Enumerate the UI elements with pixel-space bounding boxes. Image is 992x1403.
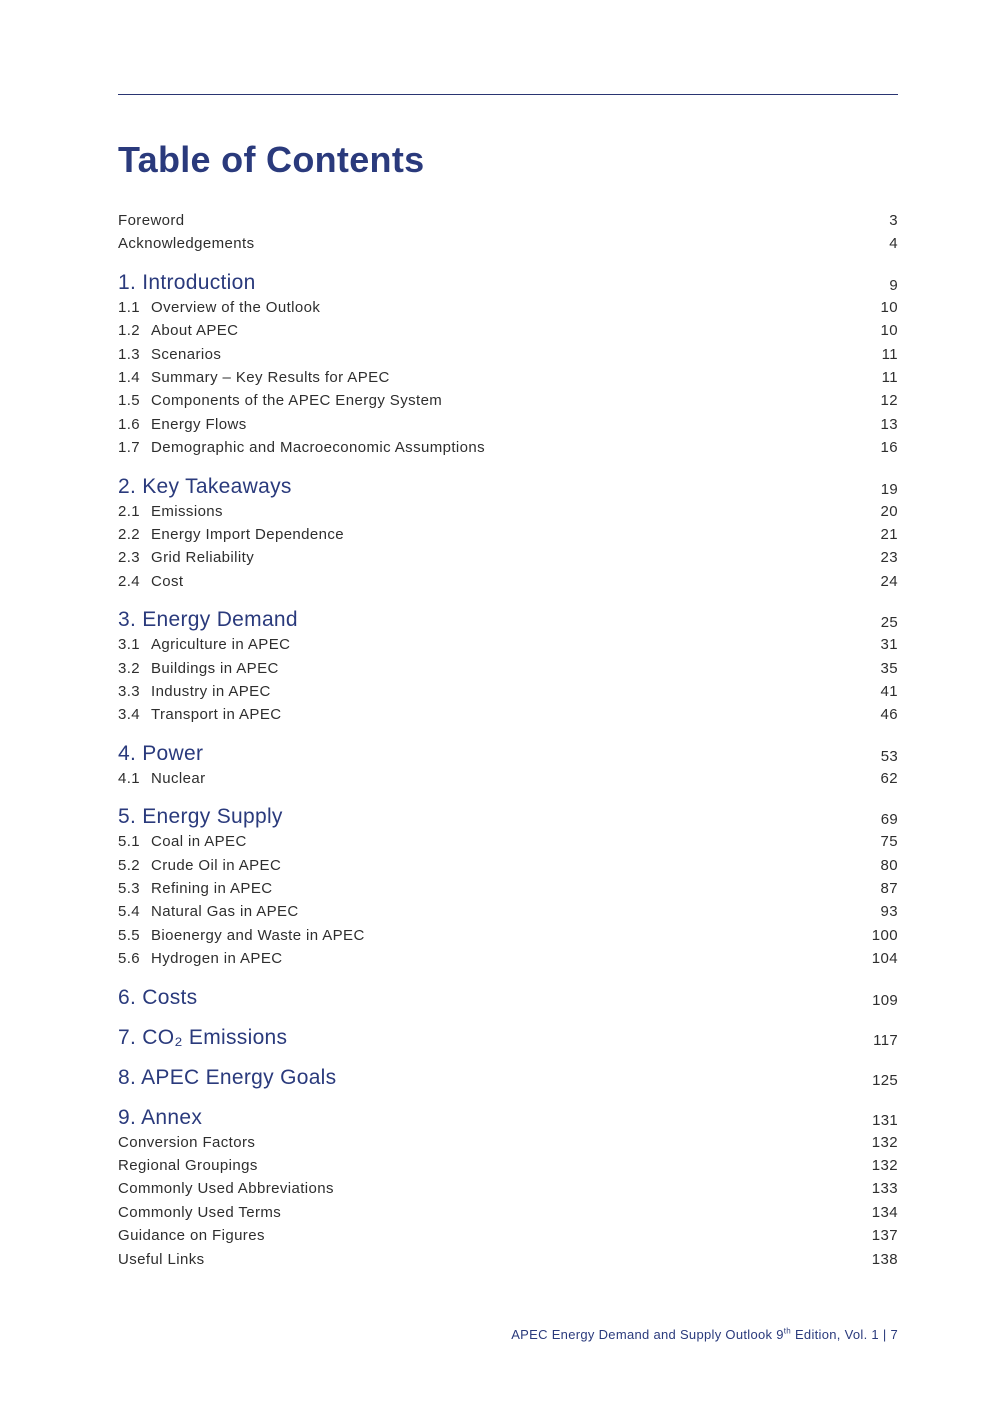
toc-entry[interactable]: [118, 879, 898, 899]
toc-entry-label-group: [118, 705, 281, 725]
toc-entry[interactable]: [118, 415, 898, 435]
toc-entry-label-group: [118, 926, 365, 946]
toc-entry-label-group: [118, 345, 221, 365]
entry-label: 5. Energy Supply: [118, 805, 283, 829]
page-number: 10: [880, 298, 898, 316]
toc-entry-label-group: [118, 572, 183, 592]
chapter-heading[interactable]: [118, 474, 898, 500]
section-number: 3.3: [118, 683, 141, 700]
entry-label: Conversion Factors: [118, 1133, 256, 1151]
entry-label: Demographic and Macroeconomic Assumptions: [151, 439, 486, 457]
entry-label: About APEC: [151, 322, 239, 340]
page-number: 117: [873, 1031, 898, 1049]
page-number: 93: [880, 903, 898, 921]
section-number: 1.1: [118, 298, 141, 316]
entry-label: Regional Groupings: [118, 1157, 258, 1174]
section-number: 5.1: [118, 833, 141, 851]
toc-entry[interactable]: [118, 1250, 898, 1270]
toc-entry[interactable]: [118, 572, 898, 592]
toc-entry[interactable]: [118, 1203, 898, 1223]
section-number: 4.1: [118, 769, 141, 787]
toc-entry[interactable]: [118, 525, 898, 545]
toc-entry-label-group: [118, 769, 206, 789]
chapter-heading-label-group: [118, 985, 197, 1011]
chapter-heading-label-group: [118, 474, 292, 500]
entry-label: Bioenergy and Waste in APEC: [151, 926, 365, 944]
page-number: 132: [871, 1157, 898, 1174]
entry-label: Guidance on Figures: [118, 1227, 265, 1245]
entry-label: Energy Flows: [151, 415, 247, 433]
toc-entry-label-group: [118, 211, 185, 231]
page-number: 75: [880, 833, 898, 851]
entry-label: 7. CO₂ Emissions: [118, 1025, 288, 1049]
section-number: 5.5: [118, 926, 141, 944]
toc-entry[interactable]: [118, 548, 898, 568]
chapter-heading[interactable]: [118, 1065, 898, 1091]
page-number: 9: [889, 276, 898, 294]
section-number: 1.2: [118, 322, 141, 340]
toc-entry[interactable]: [118, 298, 898, 318]
chapter-heading-label-group: [118, 804, 283, 830]
toc-entry-label-group: [118, 902, 299, 922]
toc-entry-label-group: [118, 856, 281, 876]
section-number: 2.3: [118, 549, 141, 567]
page-number: 100: [871, 926, 898, 944]
page-number: 132: [871, 1133, 898, 1151]
toc-entry-label-group: [118, 321, 238, 341]
entry-label: Hydrogen in APEC: [151, 950, 283, 968]
section-number: 5.2: [118, 856, 141, 874]
section-number: 1.7: [118, 439, 141, 457]
page-number: 3: [889, 212, 898, 229]
section-number: 1.5: [118, 392, 141, 410]
chapter-heading-label-group: [118, 270, 256, 296]
toc-entry-label-group: [118, 1133, 255, 1153]
entry-label: Commonly Used Terms: [118, 1203, 282, 1221]
entry-label: Components of the APEC Energy System: [151, 392, 443, 410]
toc-entry-label-group: [118, 234, 254, 254]
page-number: 16: [880, 439, 898, 457]
toc-entry-label-group: [118, 1203, 281, 1223]
page-number: 31: [880, 636, 898, 654]
entry-label: Refining in APEC: [151, 880, 273, 897]
entry-label: Crude Oil in APEC: [151, 856, 282, 874]
page-number: 21: [880, 526, 898, 543]
page-number: 104: [871, 950, 898, 968]
page-number: 24: [880, 572, 898, 590]
section-number: 3.1: [118, 636, 141, 654]
chapter-heading[interactable]: [118, 985, 898, 1011]
chapter-heading-label-group: [118, 1025, 287, 1051]
page-footer: [511, 1327, 898, 1342]
toc-entry[interactable]: [118, 438, 898, 458]
entry-label: Commonly Used Abbreviations: [118, 1180, 334, 1198]
toc-entry[interactable]: [118, 1156, 898, 1176]
entry-label: Acknowledgements: [118, 235, 255, 253]
toc-entry[interactable]: [118, 321, 898, 341]
entry-label: 9. Annex: [118, 1105, 203, 1129]
entry-label: Agriculture in APEC: [151, 636, 291, 654]
page-number: 35: [880, 659, 898, 677]
toc-entry[interactable]: [118, 769, 898, 789]
page-number: 134: [871, 1203, 898, 1221]
entry-label: 4. Power: [118, 741, 204, 765]
chapter-heading-label-group: [118, 1065, 336, 1091]
entry-label: 1. Introduction: [118, 270, 256, 294]
entry-label: Overview of the Outlook: [151, 298, 321, 316]
entry-label: 6. Costs: [118, 985, 198, 1009]
toc-entry-label-group: [118, 949, 282, 969]
chapter-heading-label-group: [118, 1105, 202, 1131]
chapter-heading[interactable]: [118, 804, 898, 830]
toc-entry[interactable]: [118, 705, 898, 725]
toc-entry-label-group: [118, 1156, 258, 1176]
page-number: 11: [881, 345, 898, 363]
toc-entry-label-group: [118, 1250, 205, 1270]
entry-label: Scenarios: [151, 345, 222, 363]
entry-label: Transport in APEC: [151, 706, 282, 724]
entry-label: Coal in APEC: [151, 833, 247, 851]
footer-suffix: Edition, Vol. 1 | 7: [791, 1327, 898, 1342]
section-number: 2.1: [118, 502, 141, 520]
chapter-heading[interactable]: [118, 1025, 898, 1051]
page-number: 62: [880, 769, 898, 787]
toc-entry[interactable]: [118, 902, 898, 922]
entry-label: Grid Reliability: [151, 549, 255, 567]
toc-entry[interactable]: [118, 1226, 898, 1246]
chapter-heading-label-group: [118, 607, 298, 633]
toc-entry[interactable]: [118, 211, 898, 231]
toc-entry[interactable]: [118, 682, 898, 702]
entry-label: Summary – Key Results for APEC: [151, 369, 390, 386]
page-number: 46: [880, 706, 898, 724]
toc-entry[interactable]: [118, 926, 898, 946]
page-number: 131: [872, 1111, 898, 1129]
entry-label: Natural Gas in APEC: [151, 903, 299, 921]
page-number: 23: [880, 549, 898, 567]
page-number: 125: [872, 1071, 898, 1089]
entry-label: Emissions: [151, 502, 223, 520]
section-number: 2.2: [118, 526, 141, 543]
page-number: 138: [871, 1250, 898, 1268]
section-number: 5.4: [118, 903, 141, 921]
toc-entry[interactable]: [118, 502, 898, 522]
footer-superscript: th: [783, 1326, 792, 1336]
toc-entry-label-group: [118, 368, 390, 388]
section-number: 5.3: [118, 880, 141, 897]
entry-label: Useful Links: [118, 1250, 205, 1268]
entry-label: Energy Import Dependence: [151, 526, 345, 543]
entry-label: Buildings in APEC: [151, 659, 279, 677]
chapter-heading-label-group: [118, 741, 203, 767]
toc-entry-label-group: [118, 415, 247, 435]
toc-entry-label-group: [118, 298, 320, 318]
section-number: 1.6: [118, 415, 141, 433]
section-number: 1.4: [118, 369, 141, 386]
entry-label: Foreword: [118, 212, 185, 229]
entry-label: 8. APEC Energy Goals: [118, 1065, 337, 1089]
entry-label: 3. Energy Demand: [118, 608, 298, 632]
toc-entry[interactable]: [118, 659, 898, 679]
toc-entry[interactable]: [118, 368, 898, 388]
page-number: 133: [871, 1180, 898, 1198]
page-number: 25: [880, 614, 898, 632]
page-number: 20: [880, 502, 898, 520]
header-rule: [118, 94, 898, 95]
toc-entry-label-group: [118, 879, 272, 899]
section-number: 2.4: [118, 572, 141, 590]
page-number: 4: [889, 235, 898, 253]
page-number: 13: [880, 415, 898, 433]
page-number: 10: [880, 322, 898, 340]
toc-entry-label-group: [118, 682, 271, 702]
page-number: 19: [880, 480, 898, 498]
page-number: 80: [880, 856, 898, 874]
page-number: 11: [881, 369, 898, 386]
chapter-heading[interactable]: [118, 270, 898, 296]
toc-entry-label-group: [118, 391, 442, 411]
section-number: 1.3: [118, 345, 141, 363]
toc-entry-label-group: [118, 832, 247, 852]
page-number: 69: [880, 811, 898, 829]
toc-entry-label-group: [118, 502, 223, 522]
page-number: 137: [871, 1227, 898, 1245]
toc-entry-label-group: [118, 438, 485, 458]
toc-entry-label-group: [118, 659, 279, 679]
toc-entry[interactable]: [118, 635, 898, 655]
toc-entry[interactable]: [118, 391, 898, 411]
page-number: 41: [880, 683, 898, 700]
toc-entry-label-group: [118, 1179, 334, 1199]
entry-label: Cost: [151, 572, 184, 590]
toc-entry[interactable]: [118, 345, 898, 365]
page-number: 53: [880, 747, 898, 765]
entry-label: 2. Key Takeaways: [118, 474, 292, 498]
page-number: 12: [880, 392, 898, 410]
toc-entry[interactable]: [118, 1179, 898, 1199]
toc-entry[interactable]: [118, 832, 898, 852]
toc-entry-label-group: [118, 548, 254, 568]
section-number: 5.6: [118, 950, 141, 968]
page-title: Table of Contents: [118, 139, 425, 180]
toc-entry[interactable]: [118, 856, 898, 876]
toc-entry-label-group: [118, 525, 344, 545]
footer-text: APEC Energy Demand and Supply Outlook 9: [511, 1327, 784, 1342]
section-number: 3.4: [118, 706, 141, 724]
chapter-heading[interactable]: [118, 1105, 898, 1131]
toc-entry[interactable]: [118, 234, 898, 254]
toc-entry-label-group: [118, 635, 290, 655]
toc-entry-label-group: [118, 1226, 265, 1246]
entry-label: Industry in APEC: [151, 683, 271, 700]
chapter-heading[interactable]: [118, 741, 898, 767]
section-number: 3.2: [118, 659, 141, 677]
page-number: 109: [872, 991, 898, 1009]
toc-entry[interactable]: [118, 1133, 898, 1153]
page-number: 87: [880, 880, 898, 897]
toc-entry[interactable]: [118, 949, 898, 969]
entry-label: Nuclear: [151, 769, 206, 787]
chapter-heading[interactable]: [118, 607, 898, 633]
